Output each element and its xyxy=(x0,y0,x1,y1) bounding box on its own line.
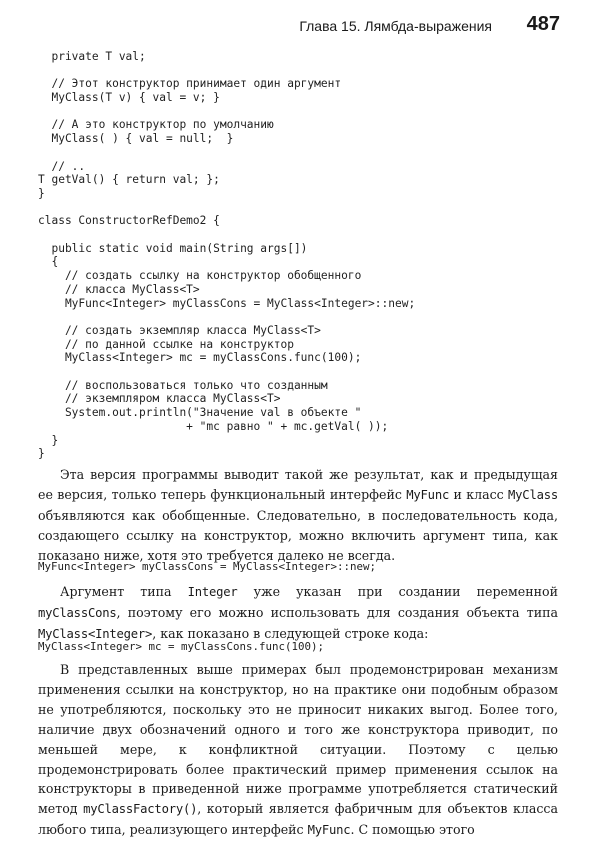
paragraph-text: объявляются как обобщенные. Следовательно, в последовательность кода, создающего ссылку на конструктор, можно включить аргумент типа, как показано ниже, хотя это требуется далеко не всегда. xyxy=(38,507,558,563)
code-line: MyClass<Integer> mc = myClassCons.func(100); xyxy=(38,351,362,365)
code-line: // создать ссылку на конструктор обобщенного xyxy=(38,269,362,283)
paragraph-text: , поэтому его можно использовать для создания объекта типа xyxy=(116,604,558,620)
code-line-1: MyFunc<Integer> myClassCons = MyClass<Integer>::new; xyxy=(38,560,377,573)
inline-code: MyClass<Integer> xyxy=(38,626,153,641)
code-line: // по данной ссылке на конструктор xyxy=(38,337,294,351)
paragraph-text: и класс xyxy=(449,486,509,502)
code-listing xyxy=(38,50,415,461)
code-blank-line xyxy=(38,310,415,324)
code-line: private T val; xyxy=(38,50,146,63)
code-blank-line xyxy=(38,146,415,160)
paragraph-text: Аргумент типа xyxy=(60,584,188,599)
paragraph-1 xyxy=(38,465,558,566)
code-line: } xyxy=(38,447,45,461)
inline-code: Integer xyxy=(187,585,238,599)
paragraph-text: , который является фабричным для объектов класса любого типа, реализующего интерфейс xyxy=(38,801,558,838)
code-line: T getVal() { return val; }; xyxy=(38,173,220,187)
code-blank-line xyxy=(38,228,415,242)
code-line-2: MyClass<Integer> mc = myClassCons.func(100); xyxy=(38,640,325,653)
inline-code: myClassFactory() xyxy=(83,802,198,817)
code-line: public static void main(String args[]) xyxy=(38,241,308,255)
code-line: // А это конструктор по умолчанию xyxy=(38,118,274,132)
paragraph-text: , как показано в следующей строке кода: xyxy=(152,625,429,641)
inline-code: MyFunc xyxy=(406,487,450,502)
code-line: MyClass( ) { val = null; } xyxy=(38,132,234,146)
code-line: // создать экземпляр класса MyClass<T> xyxy=(38,323,321,337)
code-blank-line xyxy=(38,365,415,379)
code-line: + "mc равно " + mc.getVal( )); xyxy=(38,419,389,433)
code-blank-line xyxy=(38,201,415,215)
code-blank-line xyxy=(38,64,415,78)
code-line: MyClass(T v) { val = v; } xyxy=(38,91,220,105)
inline-code: MyFunc xyxy=(307,823,351,838)
code-line: // Этот конструктор принимает один аргумент xyxy=(38,77,342,91)
paragraph-text: уже указан при создании переменной xyxy=(237,584,558,599)
code-line: // .. xyxy=(38,159,86,173)
page-number: 487 xyxy=(526,13,560,35)
code-line: } xyxy=(38,433,59,447)
code-line: { xyxy=(38,255,59,269)
paragraph-3 xyxy=(38,660,558,841)
code-line: // экземпляром класса MyClass<T> xyxy=(38,392,281,406)
chapter-title: Глава 15. Лямбда-выражения xyxy=(299,18,492,34)
code-line: // класса MyClass<T> xyxy=(38,282,200,296)
inline-code: myClassCons xyxy=(38,605,117,620)
page-header xyxy=(0,14,560,44)
code-line: class ConstructorRefDemo2 { xyxy=(38,214,220,228)
code-line: // воспользоваться только что созданным xyxy=(38,378,328,392)
code-line: MyFunc<Integer> myClassCons = MyClass<Integer>::new; xyxy=(38,296,416,310)
paragraph-text: Эта версия программы выводит такой же результат, как и предыдущая ее версия, только теперь функциональный интерфейс xyxy=(38,467,558,502)
code-line: } xyxy=(38,186,45,200)
code-line: System.out.println("Значение val в объекте " xyxy=(38,406,362,420)
inline-code: MyClass xyxy=(508,487,558,502)
paragraph-text: В представленных выше примерах был продемонстрирован механизм применения ссылки на конструктор, но на практике они подобным образом не употребляются, поскольку это не приносит никаких выгод. Более того, наличие двух обозначений одного и того же конструктора приводит, по меньшей мере, к конфликтной ситуации. Поэтому с целью продемонстрировать более практический пример применения ссылок на конструкторы в приведенной ниже программе употребляется статический метод xyxy=(38,662,558,817)
paragraph-text: . С помощью этого xyxy=(350,822,475,838)
paragraph-2 xyxy=(38,582,558,645)
code-blank-line xyxy=(38,105,415,119)
